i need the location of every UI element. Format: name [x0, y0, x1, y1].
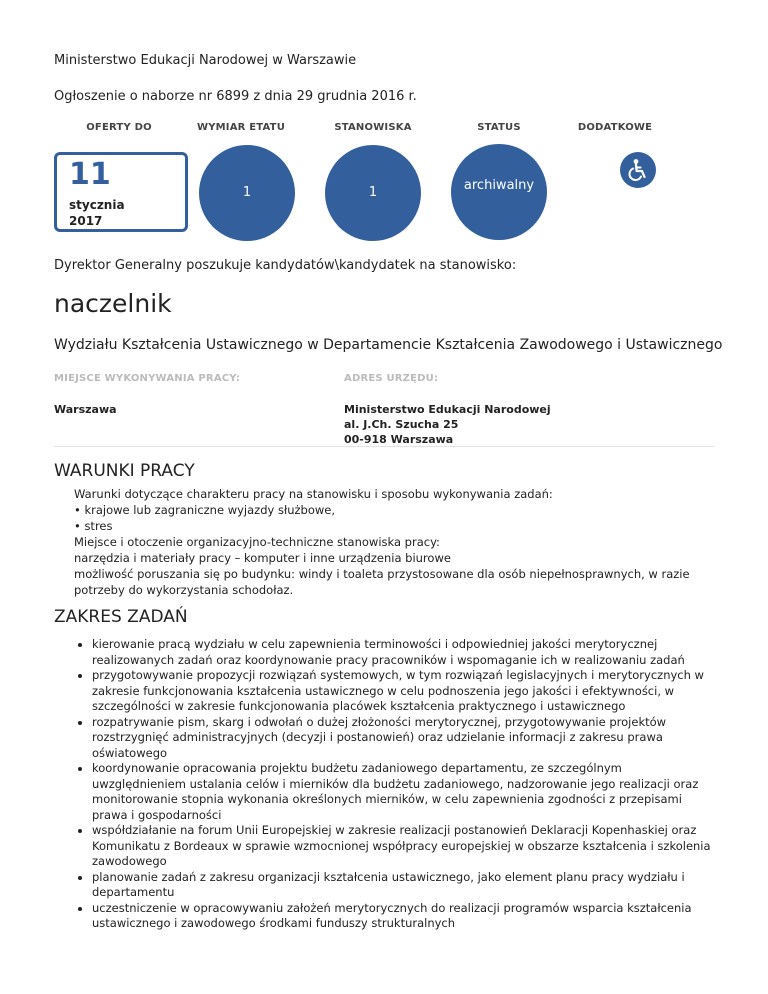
task-item: • rozpatrywanie pism, skarg i odwołań o dużej złożoności merytorycznej, przygotowywanie projektów rozstrzygnięć administracyjnych (decyzji i postanowień) oraz udzielanie informacji z zakresu prawa oświatowego	[92, 715, 712, 762]
header-status: STATUS	[477, 122, 521, 133]
office-line: al. J.Ch. Szucha 25	[344, 418, 459, 431]
location-label: MIEJSCE WYKONYWANIA PRACY:	[54, 373, 241, 384]
intro-text: Dyrektor Generalny poszukuje kandydatów\kandydatek na stanowisko:	[54, 258, 517, 273]
office-label: ADRES URZĘDU:	[344, 373, 439, 384]
conditions-heading: WARUNKI PRACY	[54, 461, 195, 481]
job-title: naczelnik	[54, 289, 172, 318]
office-line: 00-918 Warszawa	[344, 433, 454, 446]
announcement-line: Ogłoszenie o naborze nr 6899 z dnia 29 grudnia 2016 r.	[54, 89, 417, 104]
task-item: • planowanie zadań z zakresu organizacji kształcenia ustawicznego, jako element planu pracy wydziału i departamentu	[92, 870, 712, 901]
divider	[54, 446, 714, 447]
conditions-line: Miejsce i otoczenie organizacyjno-techniczne stanowiska pracy:	[74, 535, 440, 549]
task-item: • przygotowywanie propozycji rozwiązań systemowych, w tym rozwiązań legislacyjnych i merytorycznych w zakresie funkcjonowania kształcenia ustawicznego w celu podnoszenia jego jakości i efektywności, w szczególności w zakresie funkcjonowania placówek kształcenia praktycznego i ustawicznego	[92, 668, 712, 715]
header-workload: WYMIAR ETATU	[196, 122, 286, 133]
deadline-year: 2017	[69, 214, 103, 228]
wheelchair-icon	[620, 152, 656, 188]
tasks-heading: ZAKRES ZADAŃ	[54, 607, 188, 627]
office-address	[344, 402, 551, 447]
conditions-line: • stres	[74, 519, 113, 533]
header-positions: STANOWISKA	[334, 122, 412, 133]
job-unit: Wydziału Kształcenia Ustawicznego w Departamencie Kształcenia Zawodowego i Ustawicznego	[54, 337, 723, 353]
conditions-line: narzędzia i materiały pracy – komputer i inne urządzenia biurowe	[74, 551, 451, 565]
deadline-month-year	[69, 197, 125, 229]
task-item: • koordynowanie opracowania projektu budżetu zadaniowego departamentu, ze szczególnym uwzględnieniem ustalania celów i mierników dla budżetu zadaniowego, nadzorowanie jego realizacji oraz monitorowanie stopnia wykonania określonych mierników, w celu zapewnienia zgodności z przepisami prawa i gospodarności	[92, 761, 712, 823]
conditions-line: możliwość poruszania się po budynku: windy i toaleta przystosowane dla osób niepełnosprawnych, w razie	[74, 567, 690, 581]
deadline-month: stycznia	[69, 198, 125, 212]
deadline-day: 11	[69, 157, 111, 192]
location-value: Warszawa	[54, 403, 117, 416]
tasks-list-wrapper	[72, 637, 712, 932]
header-extra: DODATKOWE	[577, 122, 653, 133]
workload-value: 1	[242, 185, 252, 200]
deadline-box	[54, 152, 188, 232]
conditions-line: • krajowe lub zagraniczne wyjazdy służbowe,	[74, 503, 336, 517]
status-value: archiwalny	[463, 178, 535, 193]
conditions-line: potrzeby do wykorzystania schodołaz.	[74, 583, 294, 597]
ministry-line: Ministerstwo Edukacji Narodowej w Warszawie	[54, 53, 357, 68]
positions-value: 1	[368, 185, 378, 200]
task-item: • współdziałanie na forum Unii Europejskiej w zakresie realizacji postanowień Deklaracji Kopenhaskiej oraz Komunikatu z Bordeaux w sprawie wzmocnionej współpracy europejskiej w obszarze kształcenia i szkolenia zawodowego	[92, 823, 712, 870]
status-circle	[451, 144, 547, 240]
conditions-line: Warunki dotyczące charakteru pracy na stanowisku i sposobu wykonywania zadań:	[74, 487, 553, 501]
office-line: Ministerstwo Edukacji Narodowej	[344, 403, 551, 416]
workload-circle	[199, 145, 295, 241]
tasks-list	[72, 637, 712, 932]
task-item: • uczestniczenie w opracowywaniu założeń merytorycznych do realizacji programów wsparcia kształcenia ustawicznego i zawodowego środkami funduszy strukturalnych	[92, 901, 712, 932]
task-item: • kierowanie pracą wydziału w celu zapewnienia terminowości i odpowiedniej jakości merytorycznej realizowanych zadań oraz koordynowanie pracy pracowników i wspomaganie ich w realizowaniu zadań	[92, 637, 712, 668]
positions-circle	[325, 145, 421, 241]
conditions-body	[74, 486, 724, 598]
header-deadline: OFERTY DO	[86, 122, 152, 133]
